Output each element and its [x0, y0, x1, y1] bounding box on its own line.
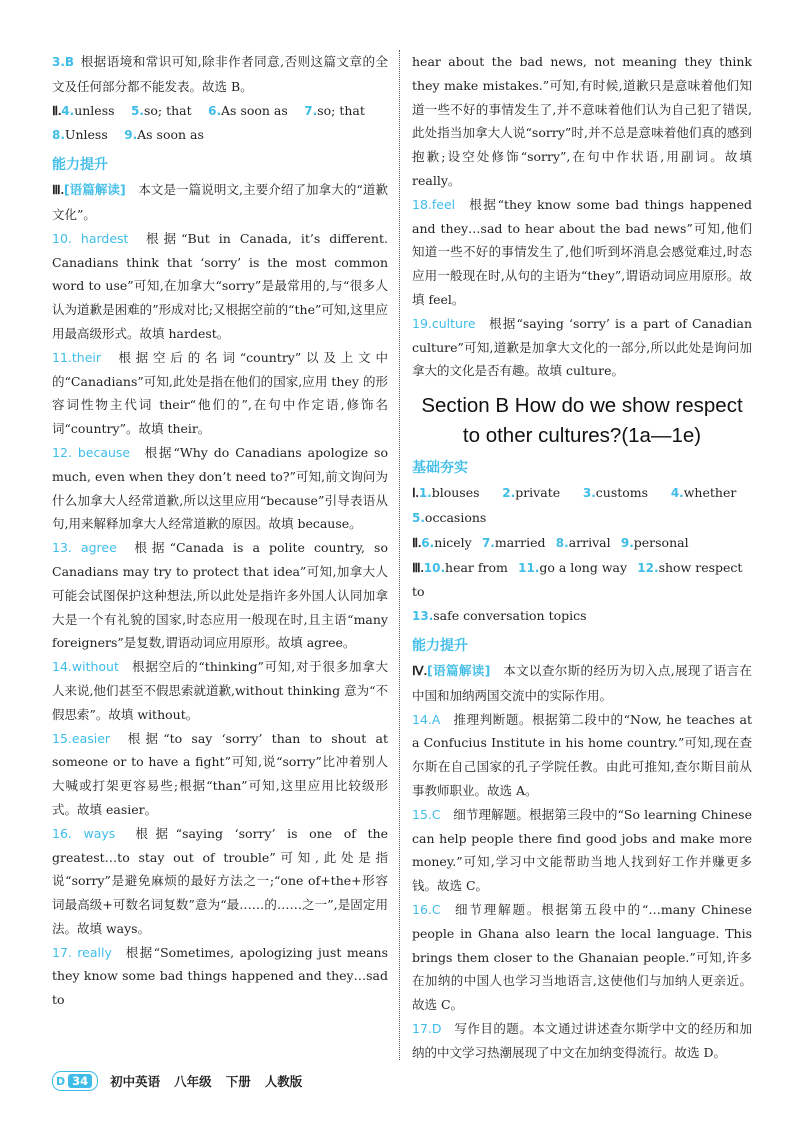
- answer-item-15-right: 15.C 细节理解题。根据第三段中的“So learning Chinese can help people there find good jobs and make more money.”可知,学习中文能帮助当地人找到好工作并赚更多钱。故选 C。: [412, 806, 752, 894]
- part-iii-intro: Ⅲ.[语篇解读] 本文是一篇说明文,主要介绍了加拿大的“道歉文化”。: [52, 182, 388, 222]
- left-column: [52, 50, 388, 1012]
- answer-item-3: 3.B 根据语境和常识可知,除非作者同意,否则这篇文章的全文及任何部分都不能发表。故选 B。: [52, 54, 388, 94]
- section-heading-ability-right: 能力提升: [412, 637, 468, 654]
- answer-item-16: 16. ways 根据“saying ‘sorry’ is one of the greatest…to stay out of trouble”可知,此处是指说“sorry”是避免麻烦的最好方法之一;“one of+the+形容词最高级+可数名词复数”意为“最……的……之一”,是固定用法。故填 ways。: [52, 825, 388, 936]
- column-divider: [399, 50, 400, 1060]
- answer-item-11: 11.their 根据空后的名词“country”以及上文中的“Canadians”可知,此处是指在他们的国家,应用 they 的形容词性物主代词 their“他们的”,在句中作定语,修饰名词“country”。故填 their。: [52, 349, 388, 437]
- answer-item-17-continued: hear about the bad news, not meaning they think they make mistakes.”可知,有时候,道歉只是意味着他们知道一些不好的事情发生了,并不意味着他们认为自己犯了错误,此处指当加拿大人说“sorry”时,并不总是意味着他们真的感到抱歉;设空处修饰“sorry”,在句中作状语,用副词。故填 really。: [412, 54, 752, 188]
- part-iii-answers-right: Ⅲ.10.hear from 11.go a long way 12.show respect to: [412, 559, 743, 600]
- answer-item-17: 17. really 根据“Sometimes, apologizing just means they know some bad things happened and they…sad to: [52, 944, 388, 1008]
- part-i-answers: Ⅰ.1.blouses 2.private 3.customs 4.whether: [412, 485, 737, 501]
- answer-item-15: 15.easier 根据“to say ‘sorry’ than to shout at someone or to have a fight”可知,说“sorry”比冲着别人大喊或打架更容易些;根据“than”可知,这里应用比较级形式。故填 easier。: [52, 730, 388, 817]
- section-title: Section B How do we show respect to other cultures?(1a—1e): [421, 394, 743, 448]
- part-ii-answers: Ⅱ.4.unless 5.so; that 6.As soon as 7.so; that: [52, 102, 365, 118]
- section-heading-basic: 基础夯实: [412, 460, 468, 477]
- page-number: 34: [68, 1074, 92, 1088]
- book-info: 初中英语 八年级 下册 人教版: [110, 1074, 303, 1089]
- answer-item-14-right: 14.A 推理判断题。根据第二段中的“Now, he teaches at a Confucius Institute in his home country.”可知,现在查尔斯在自己国家的孔子学院任教。由此可推知,查尔斯目前从事教师职业。故选 A。: [412, 711, 752, 798]
- answer-item-16-right: 16.C 细节理解题。根据第五段中的“…many Chinese people in Ghana also learn the local language. This brings them closer to the Ghanaian people.”可知,许多在加纳的中国人也学习当地语言,这使他们与加纳人更亲近。故选 C。: [412, 901, 752, 1013]
- answer-item-12: 12. because 根据“Why do Canadians apologize so much, even when they don’t need to?”可知,前文询问为什么加拿大人经常道歉,所以这里应用“because”引导表语从句,用来解释加拿大人经常道歉的原因。故填 because。: [52, 444, 388, 532]
- page-number-badge: D 34: [52, 1071, 98, 1091]
- right-column: [412, 50, 752, 1064]
- answer-item-19: 19.culture 根据“saying ‘sorry’ is a part of Canadian culture”可知,道歉是加拿大文化的一部分,所以此处是询问加拿大的文化是否有趣。故填 culture。: [412, 315, 752, 379]
- answer-item-13: 13. agree 根据“Canada is a polite country, so Canadians may try to protect that idea”可知,加拿大人可能会试图保护这种想法,所以此处是指许多外国人认同加拿大是一个有礼貌的国家,时态应用一般现在时,且主语“many foreigners”是复数,谓语动词应用原形。故填 agree。: [52, 540, 389, 651]
- part-ii-answers-right: Ⅱ.6.nicely 7.married 8.arrival 9.personal: [412, 534, 689, 550]
- part-ii-answers-cont: 8.Unless 9.As soon as: [52, 127, 204, 143]
- page-footer: [52, 1071, 316, 1091]
- answer-item-14: 14.without 根据空后的“thinking”可知,对于很多加拿大人来说,他们甚至不假思索就道歉,without thinking 意为“不假思索”。故填 without。: [52, 659, 388, 722]
- part-iv-intro: Ⅳ.[语篇解读] 本文以查尔斯的经历为切入点,展现了语言在中国和加纳两国交流中的实际作用。: [412, 662, 752, 703]
- part-i-answers-cont: 5.occasions: [412, 509, 487, 525]
- answer-item-10: 10. hardest 根据“But in Canada, it’s different. Canadians think that ‘sorry’ is the most common word to use”可知,在加拿大“sorry”是最常用的,与“很多人认为道歉是困难的”形成对比;又根据空前的“the”可知,这里应用最高级形式。故填 hardest。: [52, 230, 388, 341]
- part-iii-answers-right-cont: 13.safe conversation topics: [412, 608, 587, 624]
- answer-item-18: 18.feel 根据“they know some bad things happened and they…sad to hear about the bad news”可知,他们知道一些不好的事情发生了,他们听到坏消息会感觉难过,时态应用一般现在时,从句的主语为“they”,谓语动词应用原形。故填 feel。: [412, 196, 752, 307]
- section-heading-ability: 能力提升: [52, 157, 108, 174]
- answer-item-17-right: 17.D 写作目的题。本文通过讲述查尔斯学中文的经历和加纳的中文学习热潮展现了中文在加纳变得流行。故选 D。: [412, 1020, 752, 1060]
